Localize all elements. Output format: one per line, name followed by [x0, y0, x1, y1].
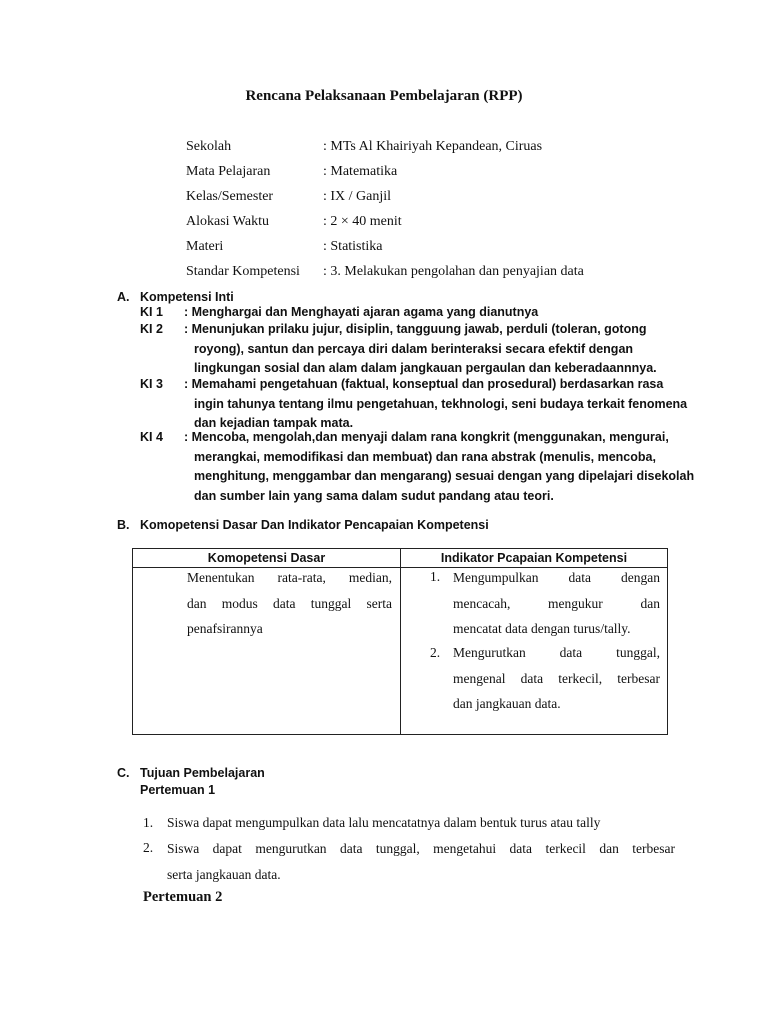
indicator-line: Mengumpulkan data dengan: [453, 570, 660, 585]
goal-text: [167, 836, 675, 887]
identity-value: : 3. Melakukan pengolahan dan penyajian data: [323, 264, 584, 279]
ki-line: dan kejadian tampak mata.: [194, 416, 354, 430]
identity-value: : IX / Ganjil: [323, 189, 392, 204]
ki-code: KI 3: [140, 377, 163, 391]
section-letter: A.: [117, 290, 130, 304]
ki-line: lingkungan sosial dan alam dalam jangkauan pergaulan dan keberadaannnya.: [194, 361, 657, 375]
goal-line: serta jangkauan data.: [167, 866, 281, 882]
ki-text: [184, 428, 695, 506]
ki-line: royong), santun dan percaya diri dalam berinteraksi secara efektif dengan: [194, 341, 634, 356]
identity-label: Standar Kompetensi: [186, 264, 300, 279]
indicator-line: mencatat data dengan turus/tally.: [453, 621, 631, 636]
identity-label: Mata Pelajaran: [186, 164, 271, 179]
section-letter: B.: [117, 518, 130, 532]
identity-value: : MTs Al Khairiyah Kepandean, Ciruas: [323, 139, 543, 154]
kd-line: dan modus data tunggal serta: [187, 595, 392, 611]
section-title: Kompetensi Inti: [140, 290, 234, 304]
identity-label: Materi: [186, 239, 224, 254]
ki-line: : Menunjukan prilaku jujur, disiplin, tangguung jawab, perduli (toleran, gotong: [184, 322, 647, 336]
table-header-kd: Komopetensi Dasar: [207, 551, 326, 565]
goal-number: 2.: [143, 840, 154, 855]
indicator-line: Mengurutkan data tunggal,: [453, 645, 660, 660]
indicator-line: mengenal data terkecil, terbesar: [453, 670, 660, 686]
document-title: Rencana Pelaksanaan Pembelajaran (RPP): [245, 88, 523, 104]
indicator-number: 2.: [430, 645, 441, 660]
table-divider: [400, 549, 401, 734]
ki-line: ingin tahunya tentang ilmu pengetahuan, tekhnologi, seni budaya terkait fenomena: [194, 396, 688, 411]
kd-line: Menentukan rata-rata, median,: [187, 570, 392, 585]
ki-code: KI 4: [140, 430, 163, 444]
ki-code: KI 2: [140, 322, 163, 336]
section-title: Komopetensi Dasar Dan Indikator Pencapaian Kompetensi: [140, 518, 489, 532]
ki-line: dan sumber lain yang sama dalam sudut pandang atau teori.: [194, 488, 554, 503]
identity-label: Kelas/Semester: [186, 189, 274, 204]
meeting-2-heading: Pertemuan 2: [143, 889, 223, 905]
identity-label: Alokasi Waktu: [186, 214, 269, 229]
indicator-line: dan jangkauan data.: [453, 696, 561, 711]
identity-value: : Statistika: [323, 239, 383, 254]
ki-line: : Mencoba, mengolah,dan menyaji dalam rana kongkrit (menggunakan, mengurai,: [184, 430, 669, 444]
goal-line: Siswa dapat mengumpulkan data lalu mencatatnya dalam bentuk turus atau tally: [167, 815, 601, 830]
section-title: Tujuan Pembelajaran: [140, 766, 265, 780]
goal-line: Siswa dapat mengurutkan data tunggal, mengetahui data terkecil dan terbesar: [167, 841, 675, 856]
kd-line: penafsirannya: [187, 621, 263, 636]
ki-line: : Memahami pengetahuan (faktual, konseptual dan prosedural) berdasarkan rasa: [184, 377, 664, 391]
indicator-line: mencacah, mengukur dan: [453, 595, 660, 611]
ki-code: KI 1: [140, 305, 163, 319]
ki-line: : Menghargai dan Menghayati ajaran agama yang dianutnya: [184, 305, 539, 319]
section-letter: C.: [117, 766, 130, 780]
goal-number: 1.: [143, 815, 154, 830]
indicator-cell: [453, 565, 660, 642]
identity-label: Sekolah: [186, 139, 232, 154]
identity-value: : 2 × 40 menit: [323, 214, 402, 229]
ki-text: [184, 320, 676, 379]
ki-line: menghitung, menggambar dan mengarang) sesuai dengan yang dipelajari disekolah: [194, 469, 695, 483]
ki-text: [184, 375, 688, 434]
kd-cell: [187, 565, 392, 642]
meeting-1-heading: Pertemuan 1: [140, 783, 216, 797]
table-header-indicator: Indikator Pcapaian Kompetensi: [440, 551, 628, 565]
ki-line: merangkai, memodifikasi dan membuat) dan rana abstrak (menulis, mencoba,: [194, 449, 656, 464]
identity-value: : Matematika: [323, 164, 398, 179]
competency-table: [132, 548, 668, 735]
indicator-cell: [453, 640, 660, 717]
indicator-number: 1.: [430, 569, 441, 584]
